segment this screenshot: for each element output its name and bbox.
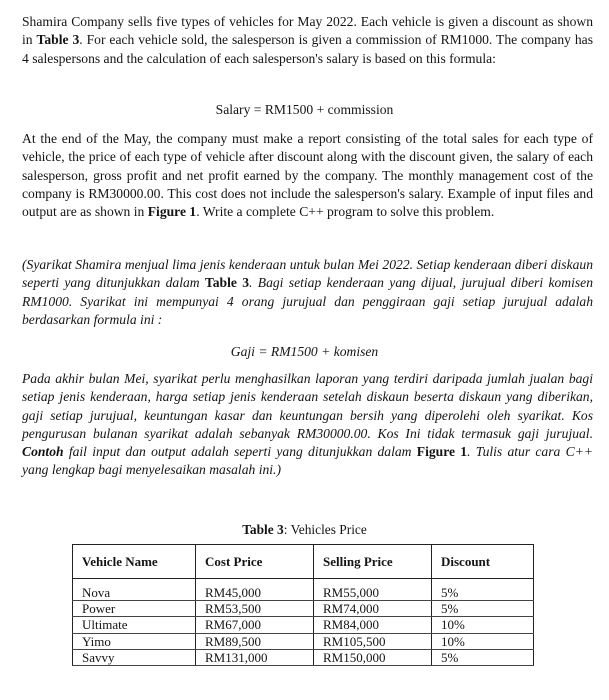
text-run: . For each vehicle sold, the salesperson is given a commission of RM1000. The company has 4 salespersons and the calculation of each salesperson's salary is based on this formula:	[22, 32, 593, 66]
table-row	[73, 649, 534, 665]
paragraph-english-intro	[22, 13, 593, 68]
cell-selling-price: RM55,000	[314, 579, 432, 601]
table-row	[73, 579, 534, 601]
text-run: . Bagi setiap kenderaan yang dijual, jurujual diberi komisen RM1000. Syarikat ini mempunyai 4 orang jurujual dan penggiraan gaji setiap jurujual adalah berdasarkan formula ini :	[22, 275, 593, 327]
table-reference: Table 3	[36, 32, 80, 48]
salary-formula: Salary = RM1500 + commission	[215, 102, 394, 117]
table-caption-label: Table 3	[242, 522, 284, 537]
text-run: Shamira Company sells five types of vehicles for May 2022. Each vehicle is given a discount as shown in	[22, 14, 593, 48]
table-caption	[0, 521, 609, 539]
table-row	[73, 601, 534, 617]
cell-discount: 5%	[432, 601, 534, 617]
cell-selling-price: RM84,000	[314, 617, 432, 633]
figure-reference: Figure 1	[416, 444, 468, 460]
cell-vehicle-name: Ultimate	[73, 617, 196, 633]
cell-cost-price: RM89,500	[196, 633, 314, 649]
cell-cost-price: RM45,000	[196, 579, 314, 601]
text-run: . Write a complete C++ program to solve this problem.	[196, 204, 495, 220]
table-row	[73, 617, 534, 633]
cell-discount: 5%	[432, 579, 534, 601]
cell-discount: 10%	[432, 633, 534, 649]
text-run: fail input dan output adalah seperti yang ditunjukkan dalam	[63, 444, 417, 460]
paragraph-malay-report	[22, 370, 593, 480]
text-run: (Syarikat Shamira menjual lima jenis kenderaan untuk bulan Mei 2022. Setiap kenderaan diberi diskaun seperti yang ditunjukkan dalam	[22, 257, 593, 291]
header-selling-price: Selling Price	[314, 545, 432, 579]
table-caption-text: : Vehicles Price	[283, 522, 367, 537]
cell-cost-price: RM131,000	[196, 649, 314, 665]
cell-cost-price: RM53,500	[196, 601, 314, 617]
cell-cost-price: RM67,000	[196, 617, 314, 633]
header-vehicle-name: Vehicle Name	[73, 545, 196, 579]
cell-vehicle-name: Nova	[73, 579, 196, 601]
table-row	[73, 633, 534, 649]
cell-discount: 10%	[432, 617, 534, 633]
table-reference: Table 3	[204, 275, 250, 291]
text-run: At the end of the May, the company must make a report consisting of the total sales for each type of vehicle, the price of each type of vehicle after discount along with the discount given, the salary of each salesperson, gross profit and net profit earned by the company. The monthly management cost of the company is RM30000.00. This cost does not include the salesperson's salary. Example of input files and output are as shown in	[22, 131, 593, 220]
contoh-label: Contoh	[22, 444, 64, 460]
cell-vehicle-name: Savvy	[73, 649, 196, 665]
cell-vehicle-name: Power	[73, 601, 196, 617]
header-discount: Discount	[432, 545, 534, 579]
gaji-formula: Gaji = RM1500 + komisen	[230, 344, 379, 359]
header-cost-price: Cost Price	[196, 545, 314, 579]
cell-vehicle-name: Yimo	[73, 633, 196, 649]
paragraph-malay-intro	[22, 256, 593, 329]
cell-discount: 5%	[432, 649, 534, 665]
cell-selling-price: RM105,500	[314, 633, 432, 649]
table-header-row	[73, 545, 534, 579]
text-run: . Tulis atur cara C++ yang lengkap bagi menyelesaikan masalah ini.)	[22, 444, 593, 478]
figure-reference: Figure 1	[147, 204, 197, 220]
cell-selling-price: RM74,000	[314, 601, 432, 617]
text-run: Pada akhir bulan Mei, syarikat perlu menghasilkan laporan yang terdiri daripada jumlah jualan bagi setiap jenis kenderaan, harga setiap jenis kenderaan setelah diskaun beserta diskaun yang diberikan, gaji setiap jurujual, keuntungan kasar dan keuntungan bersih yang diperolehi oleh syarikat. Kos pengurusan bulanan syarikat adalah sebanyak RM30000.00. Kos Ini tidak termasuk gaji jurujual.	[22, 371, 593, 441]
cell-selling-price: RM150,000	[314, 649, 432, 665]
vehicles-price-table	[72, 544, 534, 666]
paragraph-english-report	[22, 130, 593, 221]
